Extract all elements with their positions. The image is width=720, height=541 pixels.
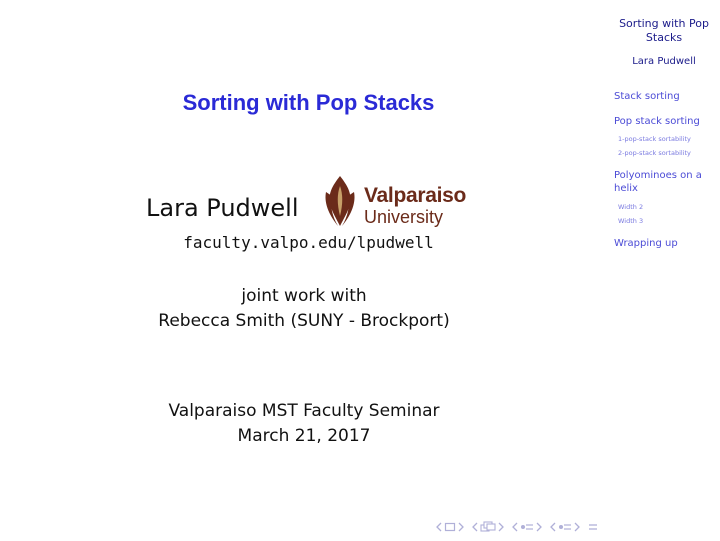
nav-subsection-group xyxy=(512,522,542,532)
sidebar-subitem-width-3[interactable]: Width 3 xyxy=(618,217,644,225)
nav-align-group xyxy=(588,522,598,532)
nav-right-arrow-icon[interactable] xyxy=(536,522,542,532)
author-url: faculty.valpo.edu/lpudwell xyxy=(183,233,434,252)
date-line: March 21, 2017 xyxy=(237,426,371,446)
nav-section-group xyxy=(550,522,580,532)
nav-frame-icon[interactable] xyxy=(480,521,496,533)
sidebar-item-stack-sorting[interactable]: Stack sorting xyxy=(614,91,680,102)
university-logo xyxy=(318,172,618,232)
logo-name: Valparaiso xyxy=(364,184,467,207)
nav-section-icon[interactable] xyxy=(558,522,572,532)
navigation-sidebar xyxy=(608,0,720,541)
nav-left-arrow-icon[interactable] xyxy=(550,522,556,532)
sidebar-item-polyominoes[interactable]: Polyominoes on a helix xyxy=(614,170,702,194)
slide-title: Sorting with Pop Stacks xyxy=(182,90,435,115)
sidebar-subitem-1-pop-stack[interactable]: 1-pop-stack sortability xyxy=(618,135,691,143)
nav-left-arrow-icon[interactable] xyxy=(472,522,478,532)
valpo-logo-flame-icon xyxy=(318,172,362,230)
nav-right-arrow-icon[interactable] xyxy=(498,522,504,532)
nav-slide-icon[interactable] xyxy=(444,522,456,532)
sidebar-item-pop-stack-sorting[interactable]: Pop stack sorting xyxy=(614,116,700,127)
event-line: Valparaiso MST Faculty Seminar xyxy=(168,401,440,421)
sidebar-author[interactable]: Lara Pudwell xyxy=(632,56,696,67)
author-name: Lara Pudwell xyxy=(146,194,299,222)
nav-frame-group xyxy=(472,521,504,533)
sidebar-subitem-width-2[interactable]: Width 2 xyxy=(618,203,644,211)
joint-work-line: joint work with xyxy=(241,286,367,306)
nav-right-arrow-icon[interactable] xyxy=(458,522,464,532)
coauthor-line: Rebecca Smith (SUNY - Brockport) xyxy=(158,311,450,331)
nav-left-arrow-icon[interactable] xyxy=(436,522,442,532)
sidebar-item-wrapping-up[interactable]: Wrapping up xyxy=(614,238,678,249)
nav-left-arrow-icon[interactable] xyxy=(512,522,518,532)
sidebar-subitem-2-pop-stack[interactable]: 2-pop-stack sortability xyxy=(618,149,691,157)
sidebar-title[interactable]: Sorting with Pop Stacks xyxy=(619,17,709,44)
nav-align-icon[interactable] xyxy=(588,522,598,532)
nav-subsection-icon[interactable] xyxy=(520,522,534,532)
nav-slide-group xyxy=(436,522,464,532)
nav-right-arrow-icon[interactable] xyxy=(574,522,580,532)
logo-subtitle: University xyxy=(364,207,444,227)
